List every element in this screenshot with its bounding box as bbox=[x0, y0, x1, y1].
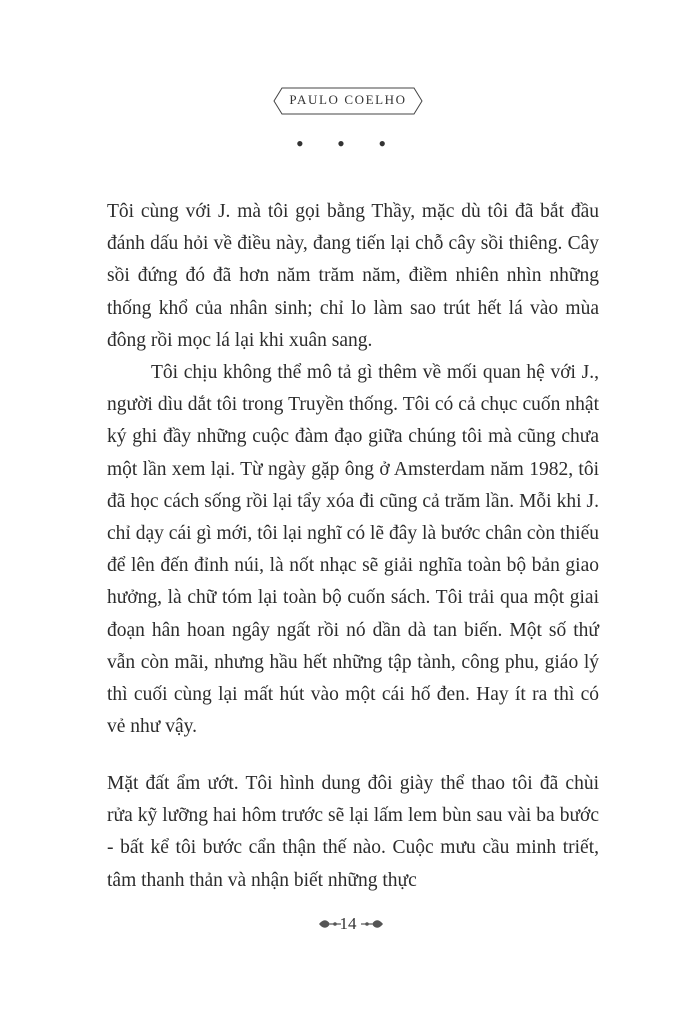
section-separator: • • • bbox=[295, 131, 401, 156]
running-header bbox=[0, 86, 696, 116]
paragraph: Mặt đất ẩm ướt. Tôi hình dung đôi giày thể thao tôi đã chùi rửa kỹ lưỡng hai hôm trước sẽ lại lấm lem bùn sau vài ba bước - bất kể tôi bước cẩn thận thế nào. Cuộc mưu cầu minh triết, tâm thanh thản và nhận biết những thực bbox=[107, 773, 599, 891]
author-name: PAULO COELHO bbox=[289, 92, 407, 107]
page-number: 14 bbox=[339, 914, 357, 933]
paragraph: Tôi chịu không thể mô tả gì thêm về mối quan hệ với J., người dìu dắt tôi trong Truyền thống. Tôi có cả chục cuốn nhật ký ghi đầy những cuộc đàm đạo giữa chúng tôi mà cũng chưa một lần xem lại. Từ ngày gặp ông ở Amsterdam năm 1982, tôi đã học cách sống rồi lại tẩy xóa đi cũng cả trăm lần. Mỗi khi J. chỉ dạy cái gì mới, tôi lại nghĩ có lẽ đây là bước chân còn thiếu để lên đến đỉnh núi, là nốt nhạc sẽ giải nghĩa toàn bộ bản giao hưởng, là chữ tóm lại toàn bộ cuốn sách. Tôi trải qua một giai đoạn hân hoan ngây ngất rồi nó dần dà tan biến. Một số thứ vẫn còn mãi, nhưng hầu hết những tập tành, công phu, giáo lý thì cuối cùng lại mất hút vào một cái hố đen. Hay ít ra thì có vẻ như vậy. bbox=[107, 362, 599, 738]
right-ornament-icon bbox=[360, 918, 384, 930]
page-footer bbox=[0, 912, 696, 940]
paragraph: Tôi cùng với J. mà tôi gọi bằng Thầy, mặc dù tôi đã bắt đầu đánh dấu hỏi về điều này, đang tiến lại chỗ cây sồi thiêng. Cây sồi đứng đó đã hơn năm trăm năm, điềm nhiên nhìn những thống khổ của nhân sinh; chỉ lo làm sao trút hết lá vào mùa đông rồi mọc lá lại khi xuân sang. bbox=[107, 201, 599, 351]
text-block-first bbox=[107, 196, 599, 743]
text-block-second bbox=[107, 768, 599, 897]
